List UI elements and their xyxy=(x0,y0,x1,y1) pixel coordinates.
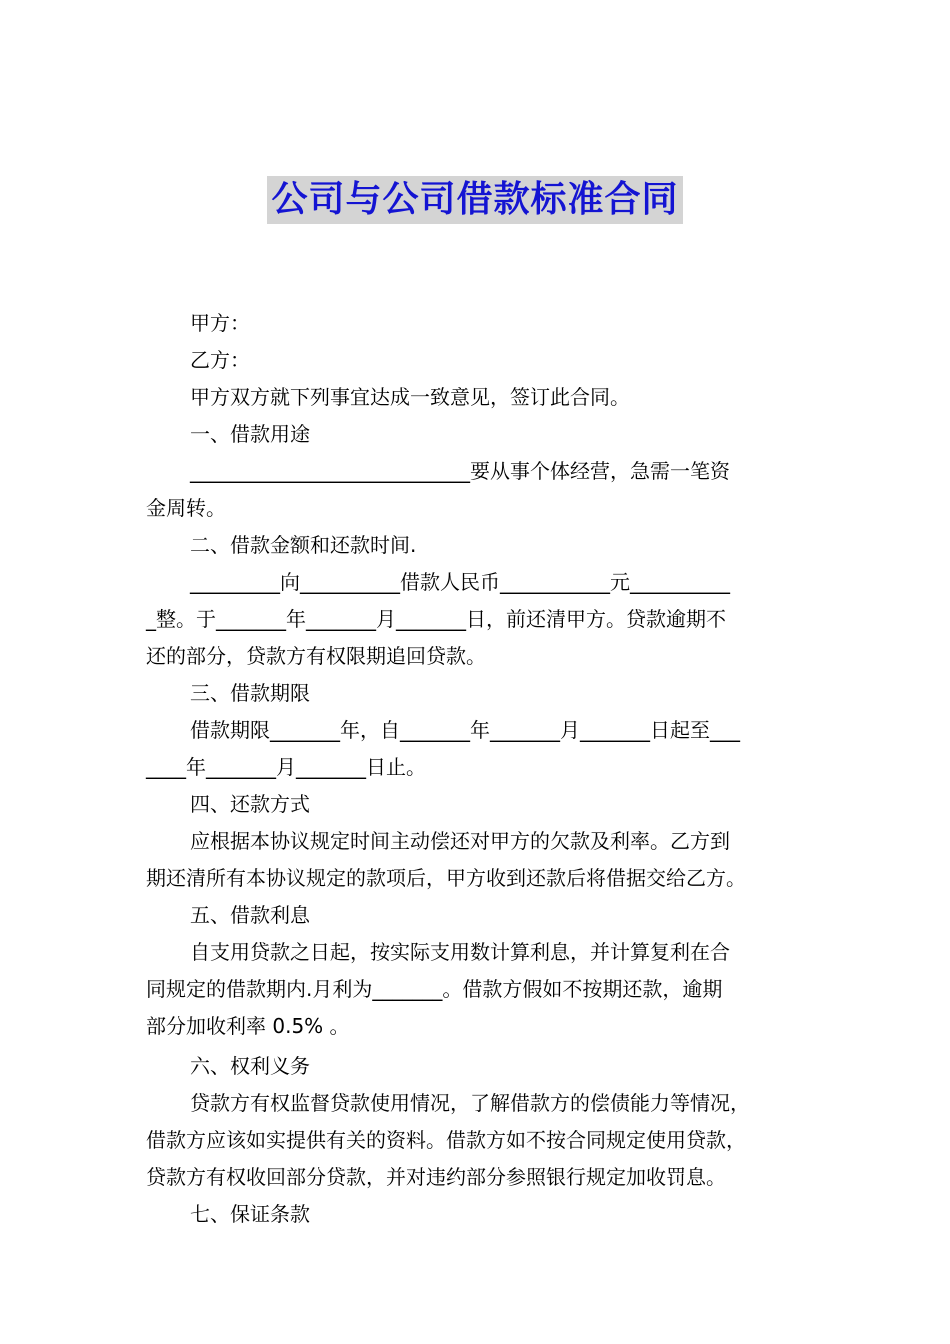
text-line: 同规定的借款期内.月利为_______。借款方假如不按期还款，逾期 xyxy=(146,977,723,1001)
text-line: 四、还款方式 xyxy=(190,792,310,816)
text-line: 乙方： xyxy=(190,348,250,372)
text-line: ____________________________要从事个体经营，急需一笔资 xyxy=(190,459,730,483)
section-heading-4 xyxy=(146,786,808,823)
text-line: 贷款方有权收回部分贷款，并对违约部分参照银行规定加收罚息。 xyxy=(146,1165,726,1189)
text-line: 五、借款利息 xyxy=(190,903,310,927)
text-line: 二、借款金额和还款时间. xyxy=(190,533,417,557)
section-heading-5 xyxy=(146,897,808,934)
text-line: 应根据本协议规定时间主动偿还对甲方的欠款及利率。乙方到 xyxy=(190,829,730,853)
text-line: 金周转。 xyxy=(146,496,226,520)
paragraph-party-a xyxy=(146,305,808,342)
text-line: ____年_______月_______日止。 xyxy=(146,755,426,779)
section-heading-1 xyxy=(146,416,808,453)
text-line: _________向__________借款人民币___________元__________ xyxy=(190,570,730,594)
paragraph-purpose xyxy=(146,453,808,527)
text-line: 贷款方有权监督贷款使用情况，了解借款方的偿债能力等情况， xyxy=(190,1091,750,1115)
paragraph-repayment xyxy=(146,823,808,897)
paragraph-term xyxy=(146,712,808,786)
paragraph-rights xyxy=(146,1085,808,1196)
document-body xyxy=(146,305,808,1233)
text-line: 三、借款期限 xyxy=(190,681,310,705)
section-heading-6 xyxy=(146,1048,808,1085)
paragraph-agreement xyxy=(146,379,808,416)
paragraph-amount xyxy=(146,564,808,675)
text-line: 自支用贷款之日起，按实际支用数计算利息，并计算复利在合 xyxy=(190,940,730,964)
text-line: _整。于_______年_______月_______日，前还清甲方。贷款逾期不 xyxy=(146,607,726,631)
section-heading-3 xyxy=(146,675,808,712)
text-line: 还的部分，贷款方有权限期追回贷款。 xyxy=(146,644,486,668)
paragraph-interest xyxy=(146,934,808,1045)
text-line: 七、保证条款 xyxy=(190,1202,310,1226)
text-line: 甲方双方就下列事宜达成一致意见，签订此合同。 xyxy=(190,385,630,409)
text-line: 部分加收利率 0.5% 。 xyxy=(146,1014,350,1038)
section-heading-2 xyxy=(146,527,808,564)
title-container xyxy=(0,176,950,224)
text-line: 借款期限_______年，自_______年_______月_______日起至___ xyxy=(190,718,740,742)
text-line: 期还清所有本协议规定的款项后，甲方收到还款后将借据交给乙方。 xyxy=(146,866,746,890)
text-line: 六、权利义务 xyxy=(190,1054,310,1078)
document-title: 公司与公司借款标准合同 xyxy=(267,176,682,224)
text-line: 甲方： xyxy=(190,311,250,335)
section-heading-7 xyxy=(146,1196,808,1233)
text-line: 借款方应该如实提供有关的资料。借款方如不按合同规定使用贷款， xyxy=(146,1128,746,1152)
paragraph-party-b xyxy=(146,342,808,379)
text-line: 一、借款用途 xyxy=(190,422,310,446)
